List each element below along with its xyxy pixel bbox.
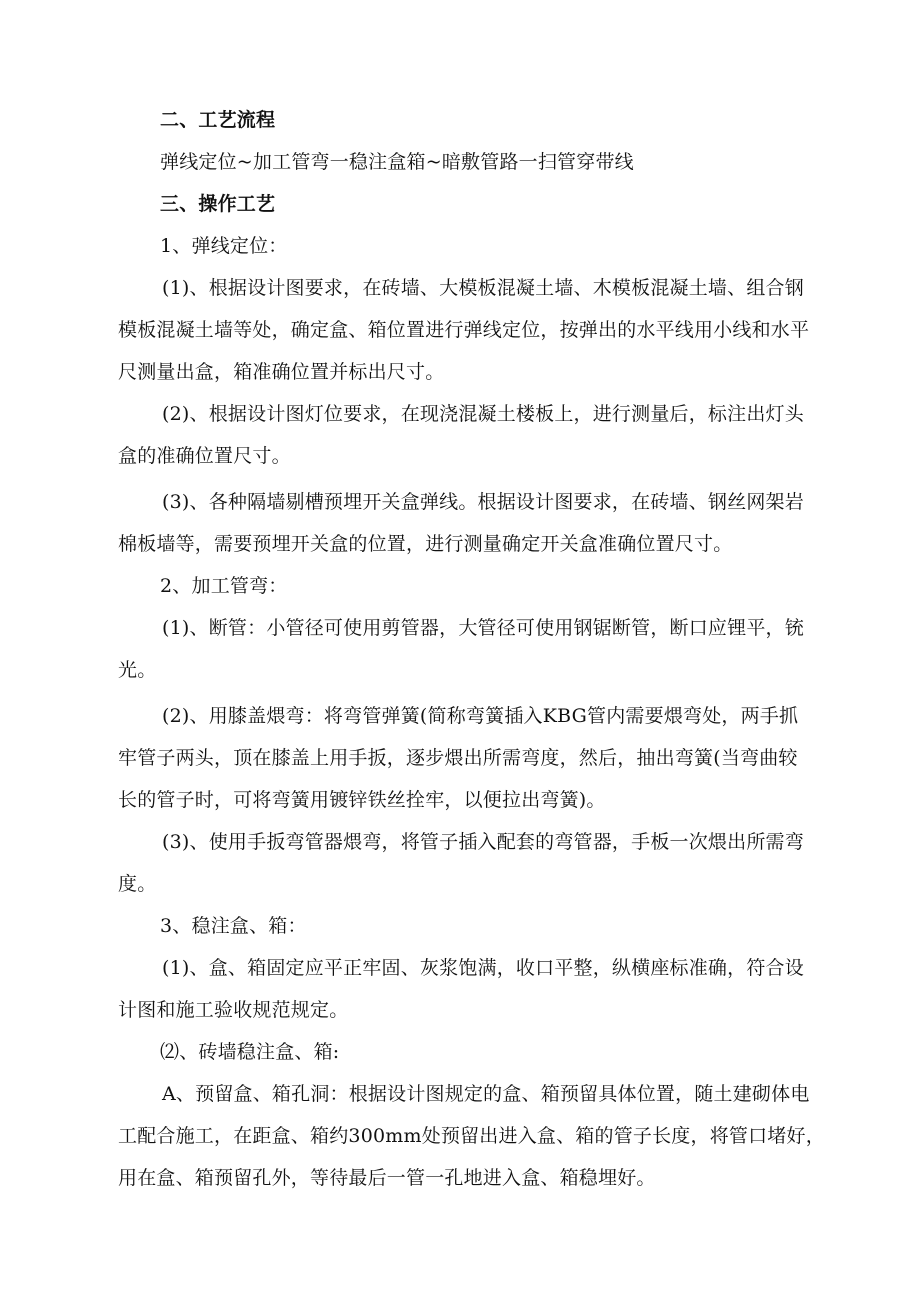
paragraph-line: A、预留盒、箱孔洞：根据设计图规定的盒、箱预留具体位置，随土建砌体电	[162, 1083, 810, 1105]
paragraph-line: 棉板墙等，需要预埋开关盒的位置，进行测量确定开关盒准确位置尺寸。	[118, 533, 733, 555]
paragraph-line: (1)、根据设计图要求，在砖墙、大模板混凝土墙、木模板混凝土墙、组合钢	[162, 277, 804, 299]
paragraph-line: 尺测量出盒，箱准确位置并标出尺寸。	[118, 361, 445, 383]
subheading-pipe-bending: 2、加工管弯：	[160, 575, 288, 597]
paragraph-line: 牢管子两头，顶在膝盖上用手扳，逐步煨出所需弯度，然后，抽出弯簧(当弯曲较	[118, 747, 798, 769]
process-flow-text: 弹线定位~加工管弯一稳注盒箱~暗敷管路一扫管穿带线	[160, 151, 634, 173]
subheading-box-installation: 3、稳注盒、箱：	[160, 915, 307, 937]
section-heading-process-flow: 二、工艺流程	[160, 109, 276, 131]
paragraph-line: (1)、盒、箱固定应平正牢固、灰浆饱满，收口平整，纵横座标准确，符合设	[162, 957, 804, 979]
paragraph-line: 光。	[118, 659, 157, 681]
paragraph-line: (3)、使用手扳弯管器煨弯，将管子插入配套的弯管器，手板一次煨出所需弯	[162, 831, 804, 853]
paragraph-line: 计图和施工验收规范规定。	[118, 999, 349, 1021]
paragraph-line: 用在盒、箱预留孔外，等待最后一管一孔地进入盒、箱稳埋好。	[118, 1167, 656, 1189]
paragraph-line: (2)、用膝盖煨弯：将弯管弹簧(简称弯簧插入KBG管内需要煨弯处，两手抓	[162, 705, 799, 727]
paragraph-line: 盒的准确位置尺寸。	[118, 445, 291, 467]
paragraph-line: 模板混凝土墙等处，确定盒、箱位置进行弹线定位，按弹出的水平线用小线和水平	[118, 319, 810, 341]
paragraph-line: (1)、断管：小管径可使用剪管器，大管径可使用钢锯断管，断口应锂平，铳	[162, 617, 804, 639]
paragraph-line: 工配合施工，在距盒、箱约300mm处预留出进入盒、箱的管子长度，将管口堵好，	[118, 1125, 825, 1147]
paragraph-line: 长的管子时，可将弯簧用镀锌铁丝拴牢，以便拉出弯簧)。	[118, 789, 606, 811]
paragraph-line: ⑵、砖墙稳注盒、箱:	[160, 1041, 340, 1063]
paragraph-line: (2)、根据设计图灯位要求，在现浇混凝土楼板上，进行测量后，标注出灯头	[162, 403, 804, 425]
section-heading-operation: 三、操作工艺	[160, 193, 276, 215]
paragraph-line: (3)、各种隔墙剔槽预埋开关盒弹线。根据设计图要求，在砖墙、钢丝网架岩	[162, 491, 804, 513]
subheading-line-positioning: 1、弹线定位：	[160, 235, 288, 257]
paragraph-line: 度。	[118, 873, 157, 895]
